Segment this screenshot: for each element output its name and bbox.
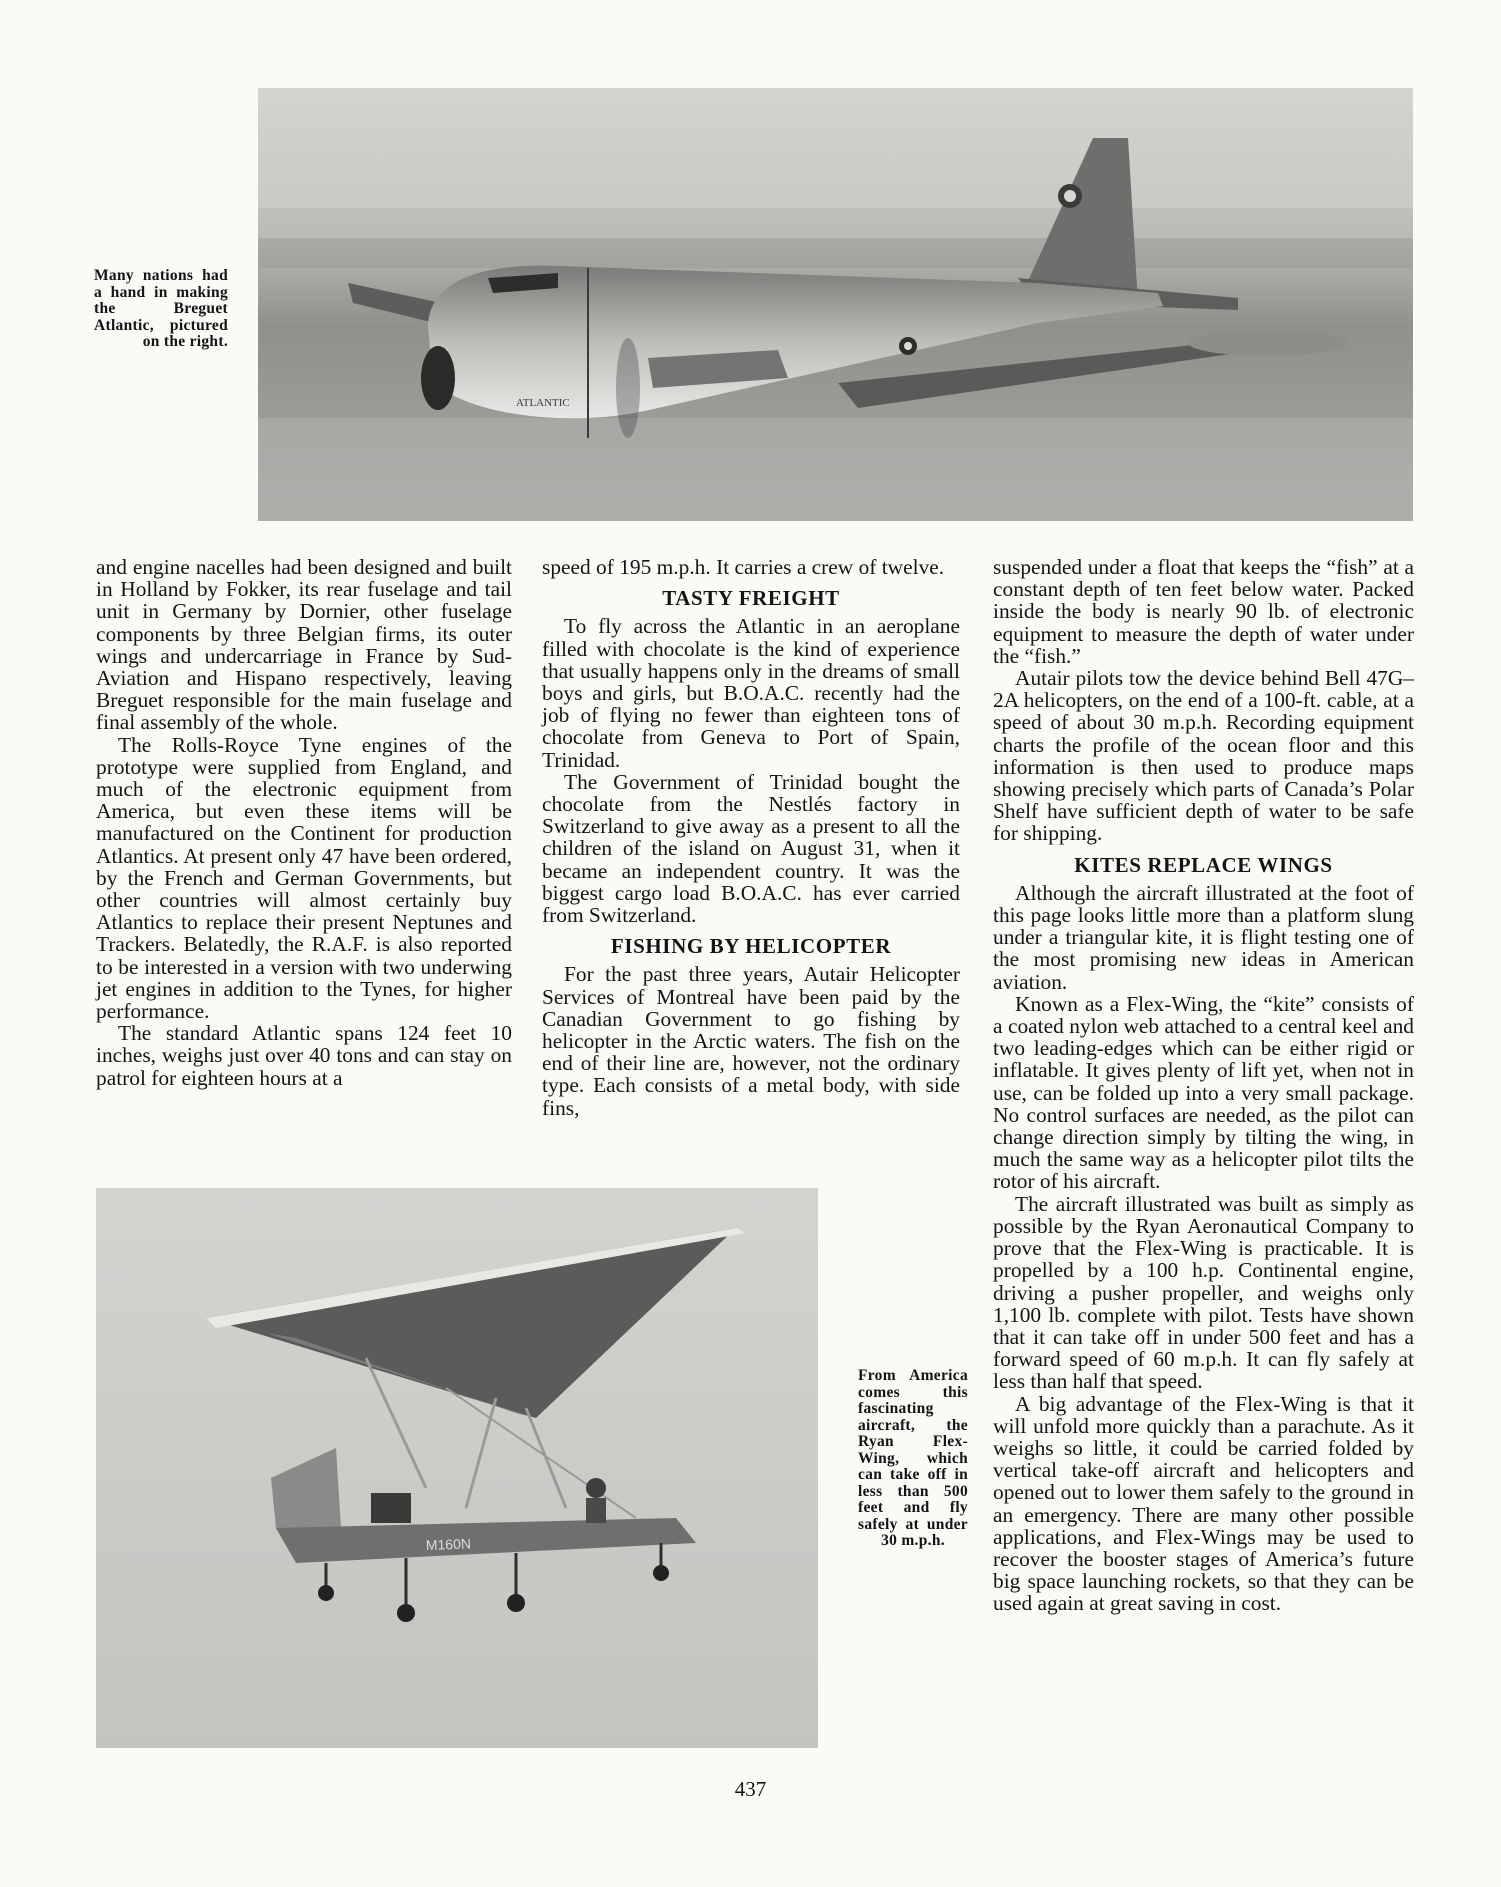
paragraph: The Government of Trinidad bought the chocolate from the Nestlés factory in Switzerland to give away as a present to all the children of the island on August 31, when it became an independent country. It was the biggest cargo load B.O.A.C. has ever carried from Switzerland. xyxy=(542,769,960,928)
page-number: 437 xyxy=(734,1777,767,1801)
paragraph: To fly across the Atlantic in an aeroplane filled with chocolate is the kind of experience that usually happens only in the dreams of small boys and girls, but B.O.A.C. recently had the job of flying no fewer than eighteen tons of chocolate from Geneva to Port of Spain, Trinidad. xyxy=(542,614,960,772)
article-column-left xyxy=(96,556,512,1089)
section-heading-tasty-freight: TASTY FREIGHT xyxy=(662,586,840,611)
flex-wing-photo-caption: From America comes this fascinating aircraft, the Ryan Flex-Wing, which can take off in less than 500 feet and fly safely at under 30 m.p.h. xyxy=(858,1367,968,1549)
paragraph: Although the aircraft illustrated at the foot of this page looks little more than a platform slung under a triangular kite, it is flight testing one of the most promising new ideas in American aviation. xyxy=(993,880,1414,994)
paragraph: Known as a Flex-Wing, the “kite” consists of a coated nylon web attached to a central keel and two leading-edges which can be either rigid or inflatable. It gives plenty of lift yet, when not in use, can be folded up into a very small package. No control surfaces are needed, as the pilot can change direction simply by tilting the wing, in much the same way as a helicopter pilot tilts the rotor of his aircraft. xyxy=(993,991,1414,1194)
paragraph: The Rolls-Royce Tyne engines of the prototype were supplied from England, and much of the electronic equipment from America, but even these items will be manufactured on the Continent for production Atlantics. At present only 47 have been ordered, by the French and German Governments, but other countries will almost certainly buy Atlantics to replace their present Neptunes and Trackers. Belatedly, the R.A.F. is also reported to be interested in a version with two underwing jet engines in addition to the Tynes, for higher performance. xyxy=(96,732,512,1024)
paragraph: Autair pilots tow the device behind Bell 47G–2A helicopters, on the end of a 100-ft. cable, at a speed of about 30 m.p.h. Recording equipment charts the profile of the ocean floor and this information is then used to produce maps showing precisely which parts of Canada’s Polar Shelf have sufficient depth of water to be safe for shipping. xyxy=(993,666,1414,846)
paragraph: and engine nacelles had been designed and built in Holland by Fokker, its rear fuselage and tail unit in Germany by Dornier, other fuselage components by three Belgian firms, its outer wings and undercarriage in France by Sud-Aviation and Hispano respectively, leaving Breguet responsible for the main fuselage and final assembly of the whole. xyxy=(96,555,512,735)
paragraph: A big advantage of the Flex-Wing is that it will unfold more quickly than a parachute. As it weighs so little, it could be carried folded by vertical take-off aircraft and helicopters and opened out to lower them safely to the ground in an emergency. There are many other possible applications, and Flex-Wings may be used to recover the booster stages of America’s future big space launching rockets, so that they can be used again at great saving in cost. xyxy=(993,1391,1414,1616)
paragraph: The standard Atlantic spans 124 feet 10 inches, weighs just over 40 tons and can stay on patrol for eighteen hours at a xyxy=(96,1021,512,1090)
paragraph: speed of 195 m.p.h. It carries a crew of twelve. xyxy=(542,555,945,579)
paragraph: suspended under a float that keeps the “fish” at a constant depth of ten feet below water. Packed inside the body is nearly 90 lb. of electronic equipment to measure the depth of water under the “fish.” xyxy=(993,555,1414,668)
atlantic-photo-caption: Many nations had a hand in making the Breguet Atlantic, pictured on the right. xyxy=(94,267,228,350)
section-heading-fishing-by-helicopter: FISHING BY HELICOPTER xyxy=(610,934,892,959)
paragraph: For the past three years, Autair Helicopter Services of Montreal have been paid by the Canadian Government to go fishing by helicopter in the Arctic waters. The fish on the end of their line are, however, not the ordinary type. Each consists of a metal body, with side fins, xyxy=(542,962,960,1120)
section-heading-kites-replace-wings: KITES REPLACE WINGS xyxy=(1074,852,1333,877)
paragraph: The aircraft illustrated was built as simply as possible by the Ryan Aeronautical Company to prove that the Flex-Wing is practicable. It is propelled by a 100 h.p. Continental engine, driving a pusher propeller, and weighs only 1,100 lb. complete with pilot. Tests have shown that it can take off in under 500 feet and has a forward speed of 60 m.p.h. It can fly safely at less than half that speed. xyxy=(993,1191,1414,1394)
ryan-flex-wing-photo xyxy=(96,1188,818,1748)
article-column-middle xyxy=(542,556,960,1119)
article-column-right xyxy=(993,556,1414,1615)
ryan-flex-wing-illustration xyxy=(96,1188,818,1748)
atlantic-nose-marking: ATLANTIC xyxy=(516,397,570,409)
breguet-atlantic-photo xyxy=(258,88,1413,521)
breguet-atlantic-illustration xyxy=(258,88,1413,521)
flex-wing-registration-marking: M160N xyxy=(425,1535,472,1553)
